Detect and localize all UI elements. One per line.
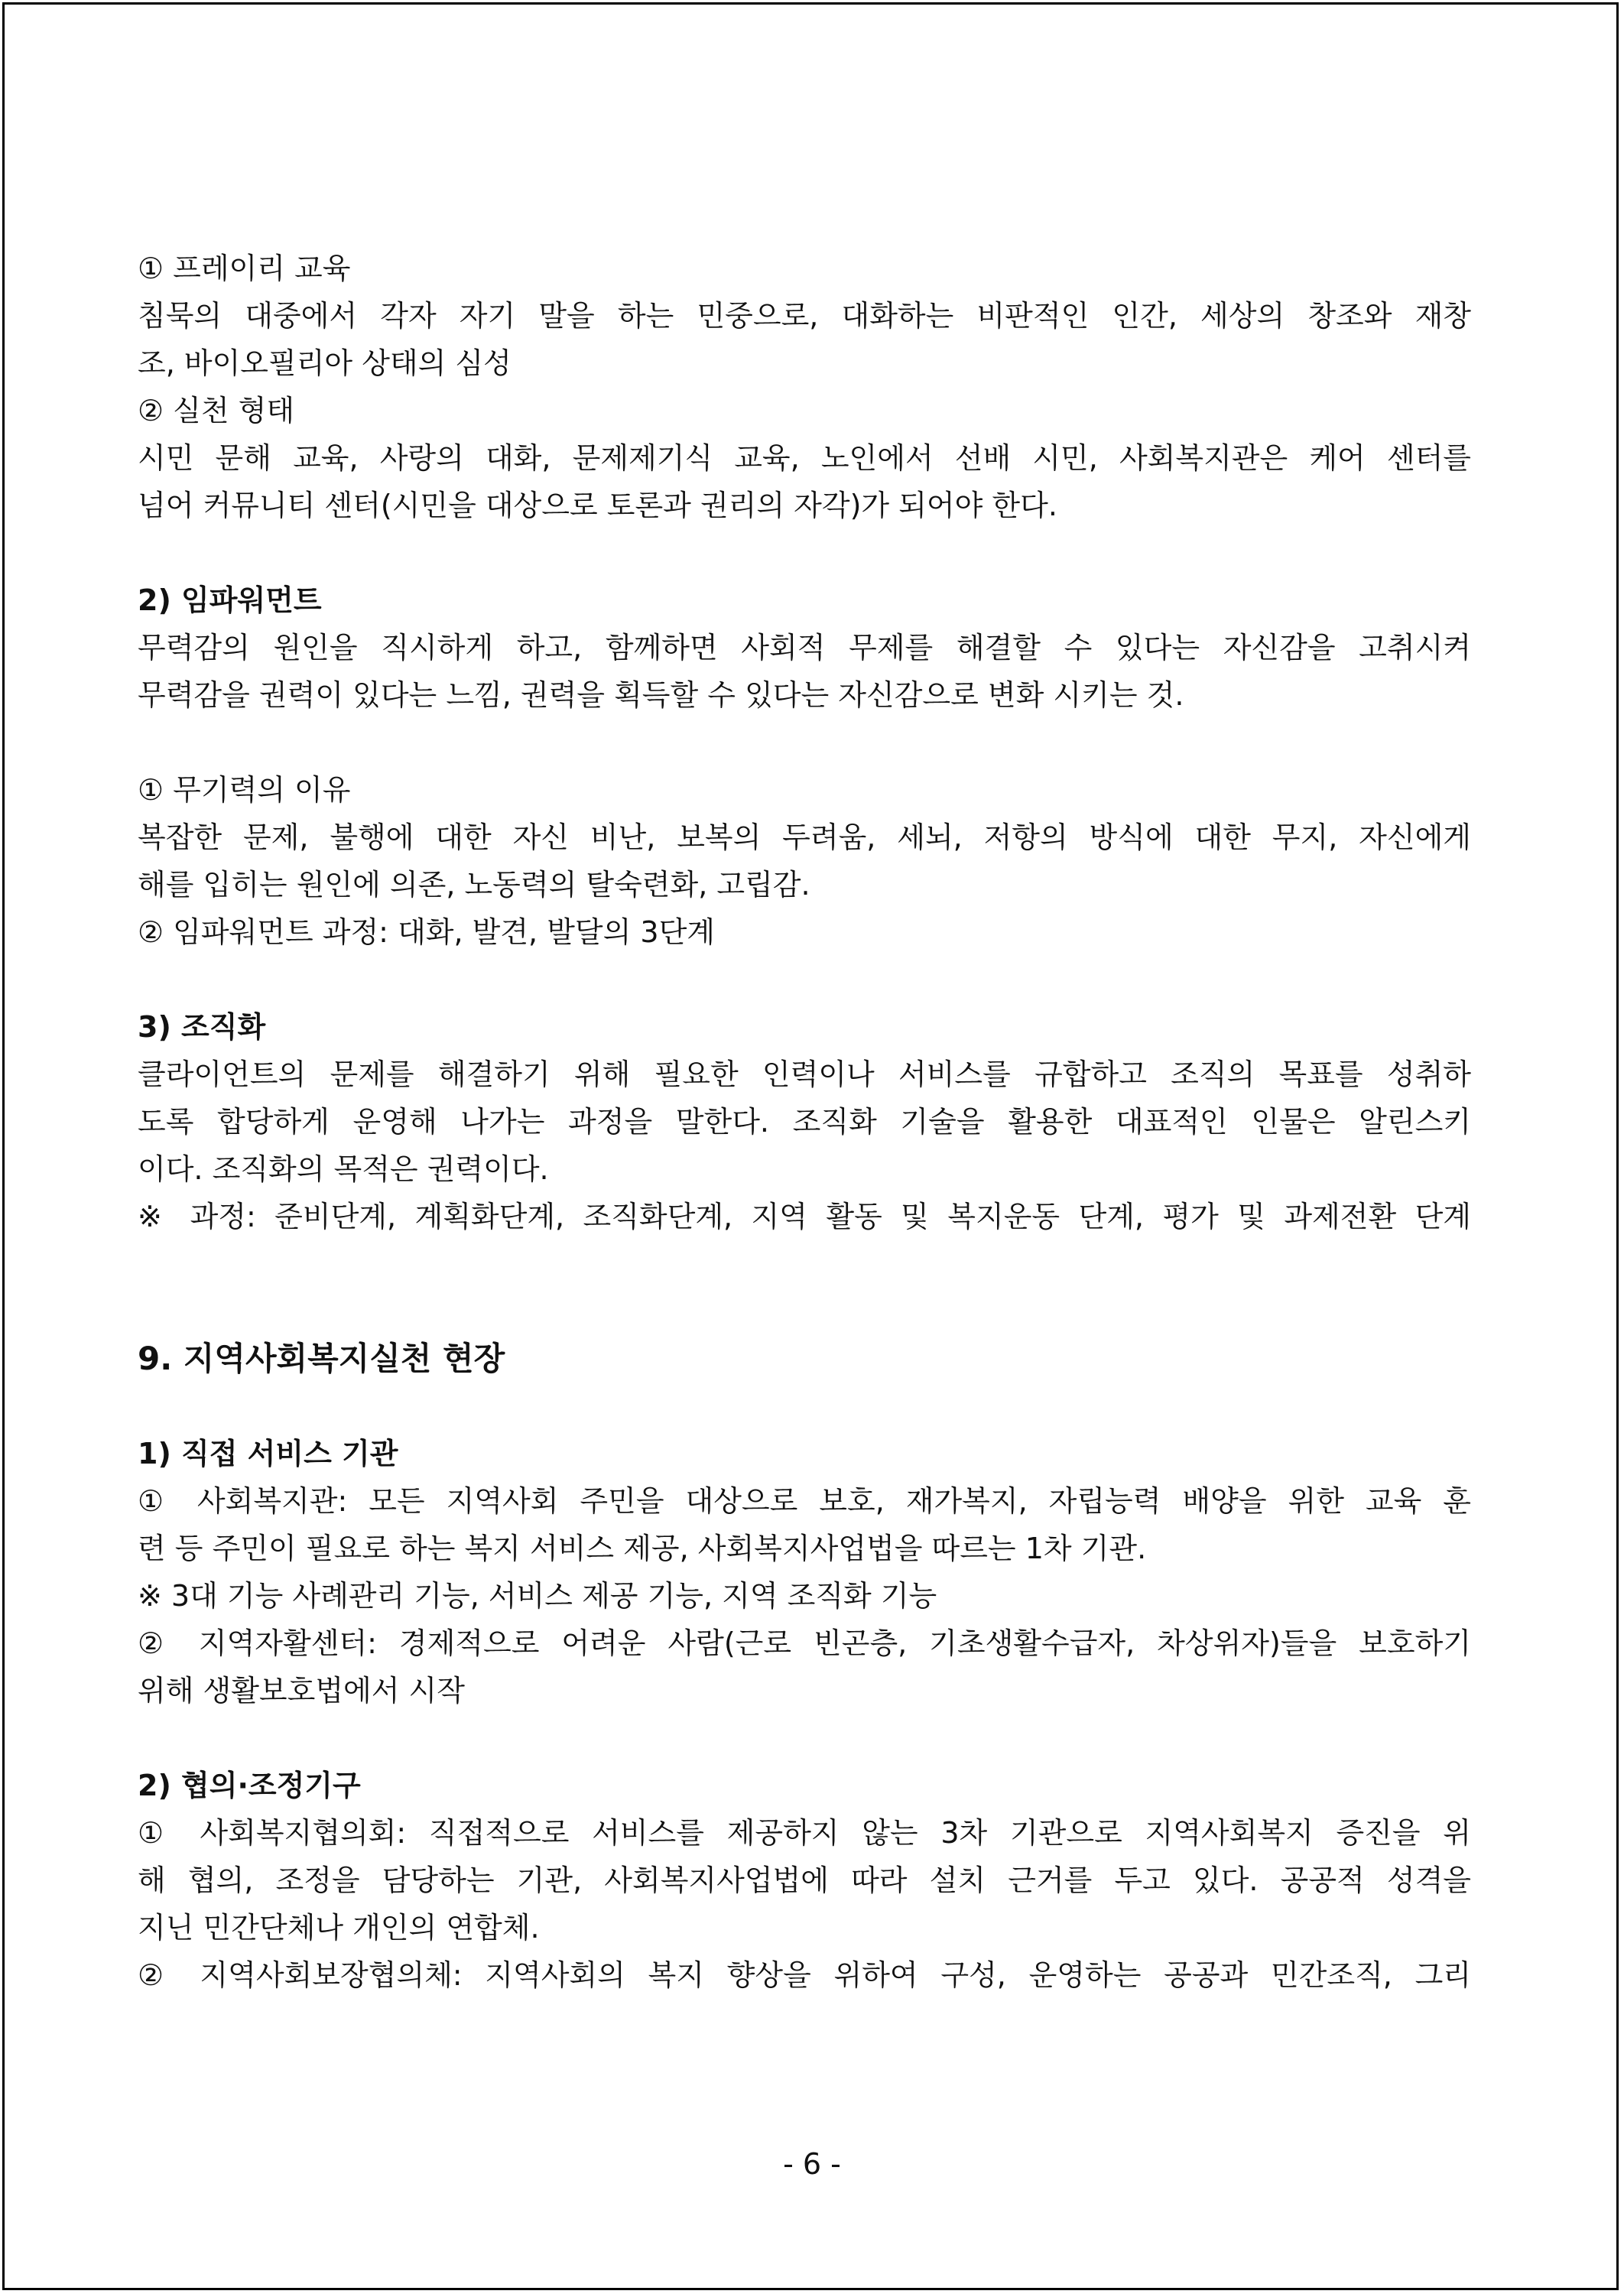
paragraph-line: ② 지역자활센터: 경제적으로 어려운 사람(근로 빈곤층, 기초생활수급자, 차상위자)들을 보호하기 <box>138 1626 1471 1660</box>
paragraph-line: 이다. 조직화의 목적은 권력이다. <box>138 1152 549 1186</box>
paragraph-line: 해를 입히는 원인에 의존, 노동력의 탈숙련화, 고립감. <box>138 868 810 902</box>
paragraph-line: 위해 생활보호법에서 시작 <box>138 1674 465 1708</box>
section-heading: 2) 협의·조정기구 <box>138 1769 361 1802</box>
chapter-heading: 9. 지역사회복지실천 현장 <box>138 1340 505 1377</box>
page-number: - 6 - <box>783 2147 841 2181</box>
paragraph-line: 복잡한 문제, 불행에 대한 자신 비난, 보복의 두려움, 세뇌, 저항의 방식에 대한 무지, 자신에게 <box>138 820 1471 854</box>
paragraph-line: 침묵의 대중에서 각자 자기 말을 하는 민중으로, 대화하는 비판적인 인간, 세상의 창조와 재창 <box>138 299 1471 333</box>
paragraph-line: ① 사회복지관: 모든 지역사회 주민을 대상으로 보호, 재가복지, 자립능력 배양을 위한 교육 훈 <box>138 1484 1471 1518</box>
list-item-heading: ② 실천 형태 <box>138 394 295 427</box>
paragraph-line: 조, 바이오필리아 상태의 심성 <box>138 346 512 380</box>
list-item-heading: ② 임파워먼트 과정: 대화, 발견, 발달의 3단계 <box>138 915 716 949</box>
document-body <box>138 245 1471 1999</box>
paragraph-line: 무력감의 원인을 직시하게 하고, 함께하면 사회적 무제를 해결할 수 있다는 자신감을 고취시켜 <box>138 631 1471 664</box>
list-item-heading: ① 프레이리 교육 <box>138 252 351 285</box>
paragraph-line: 넘어 커뮤니티 센터(시민을 대상으로 토론과 권리의 자각)가 되어야 한다. <box>138 489 1057 522</box>
paragraph-line: ① 사회복지협의회: 직접적으로 서비스를 제공하지 않는 3차 기관으로 지역사회복지 증진을 위 <box>138 1816 1471 1850</box>
list-item-heading: ① 무기력의 이유 <box>138 773 351 807</box>
note-line: ※ 과정: 준비단계, 계획화단계, 조직화단계, 지역 활동 및 복지운동 단계, 평가 및 과제전환 단계 <box>138 1200 1471 1233</box>
paragraph-line: ② 지역사회보장협의체: 지역사회의 복지 향상을 위하여 구성, 운영하는 공공과 민간조직, 그리 <box>138 1958 1471 1992</box>
paragraph-line: 시민 문해 교육, 사랑의 대화, 문제제기식 교육, 노인에서 선배 시민, 사회복지관은 케어 센터를 <box>138 441 1471 475</box>
paragraph-line: 도록 합당하게 운영해 나가는 과정을 말한다. 조직화 기술을 활용한 대표적인 인물은 알린스키 <box>138 1105 1471 1139</box>
paragraph-line: 해 협의, 조정을 담당하는 기관, 사회복지사업법에 따라 설치 근거를 두고 있다. 공공적 성격을 <box>138 1863 1471 1897</box>
paragraph-line: 련 등 주민이 필요로 하는 복지 서비스 제공, 사회복지사업법을 따르는 1차 기관. <box>138 1532 1147 1565</box>
section-heading: 3) 조직화 <box>138 1010 266 1044</box>
note-line: ※ 3대 기능 사례관리 기능, 서비스 제공 기능, 지역 조직화 기능 <box>138 1579 937 1613</box>
paragraph-line: 클라이언트의 문제를 해결하기 위해 필요한 인력이나 서비스를 규합하고 조직의 목표를 성취하 <box>138 1058 1471 1091</box>
section-heading: 1) 직접 서비스 기관 <box>138 1437 398 1470</box>
section-heading: 2) 임파워먼트 <box>138 583 322 617</box>
paragraph-line: 무력감을 권력이 있다는 느낌, 권력을 획득할 수 있다는 자신감으로 변화 시키는 것. <box>138 678 1184 712</box>
paragraph-line: 지닌 민간단체나 개인의 연합체. <box>138 1911 540 1945</box>
